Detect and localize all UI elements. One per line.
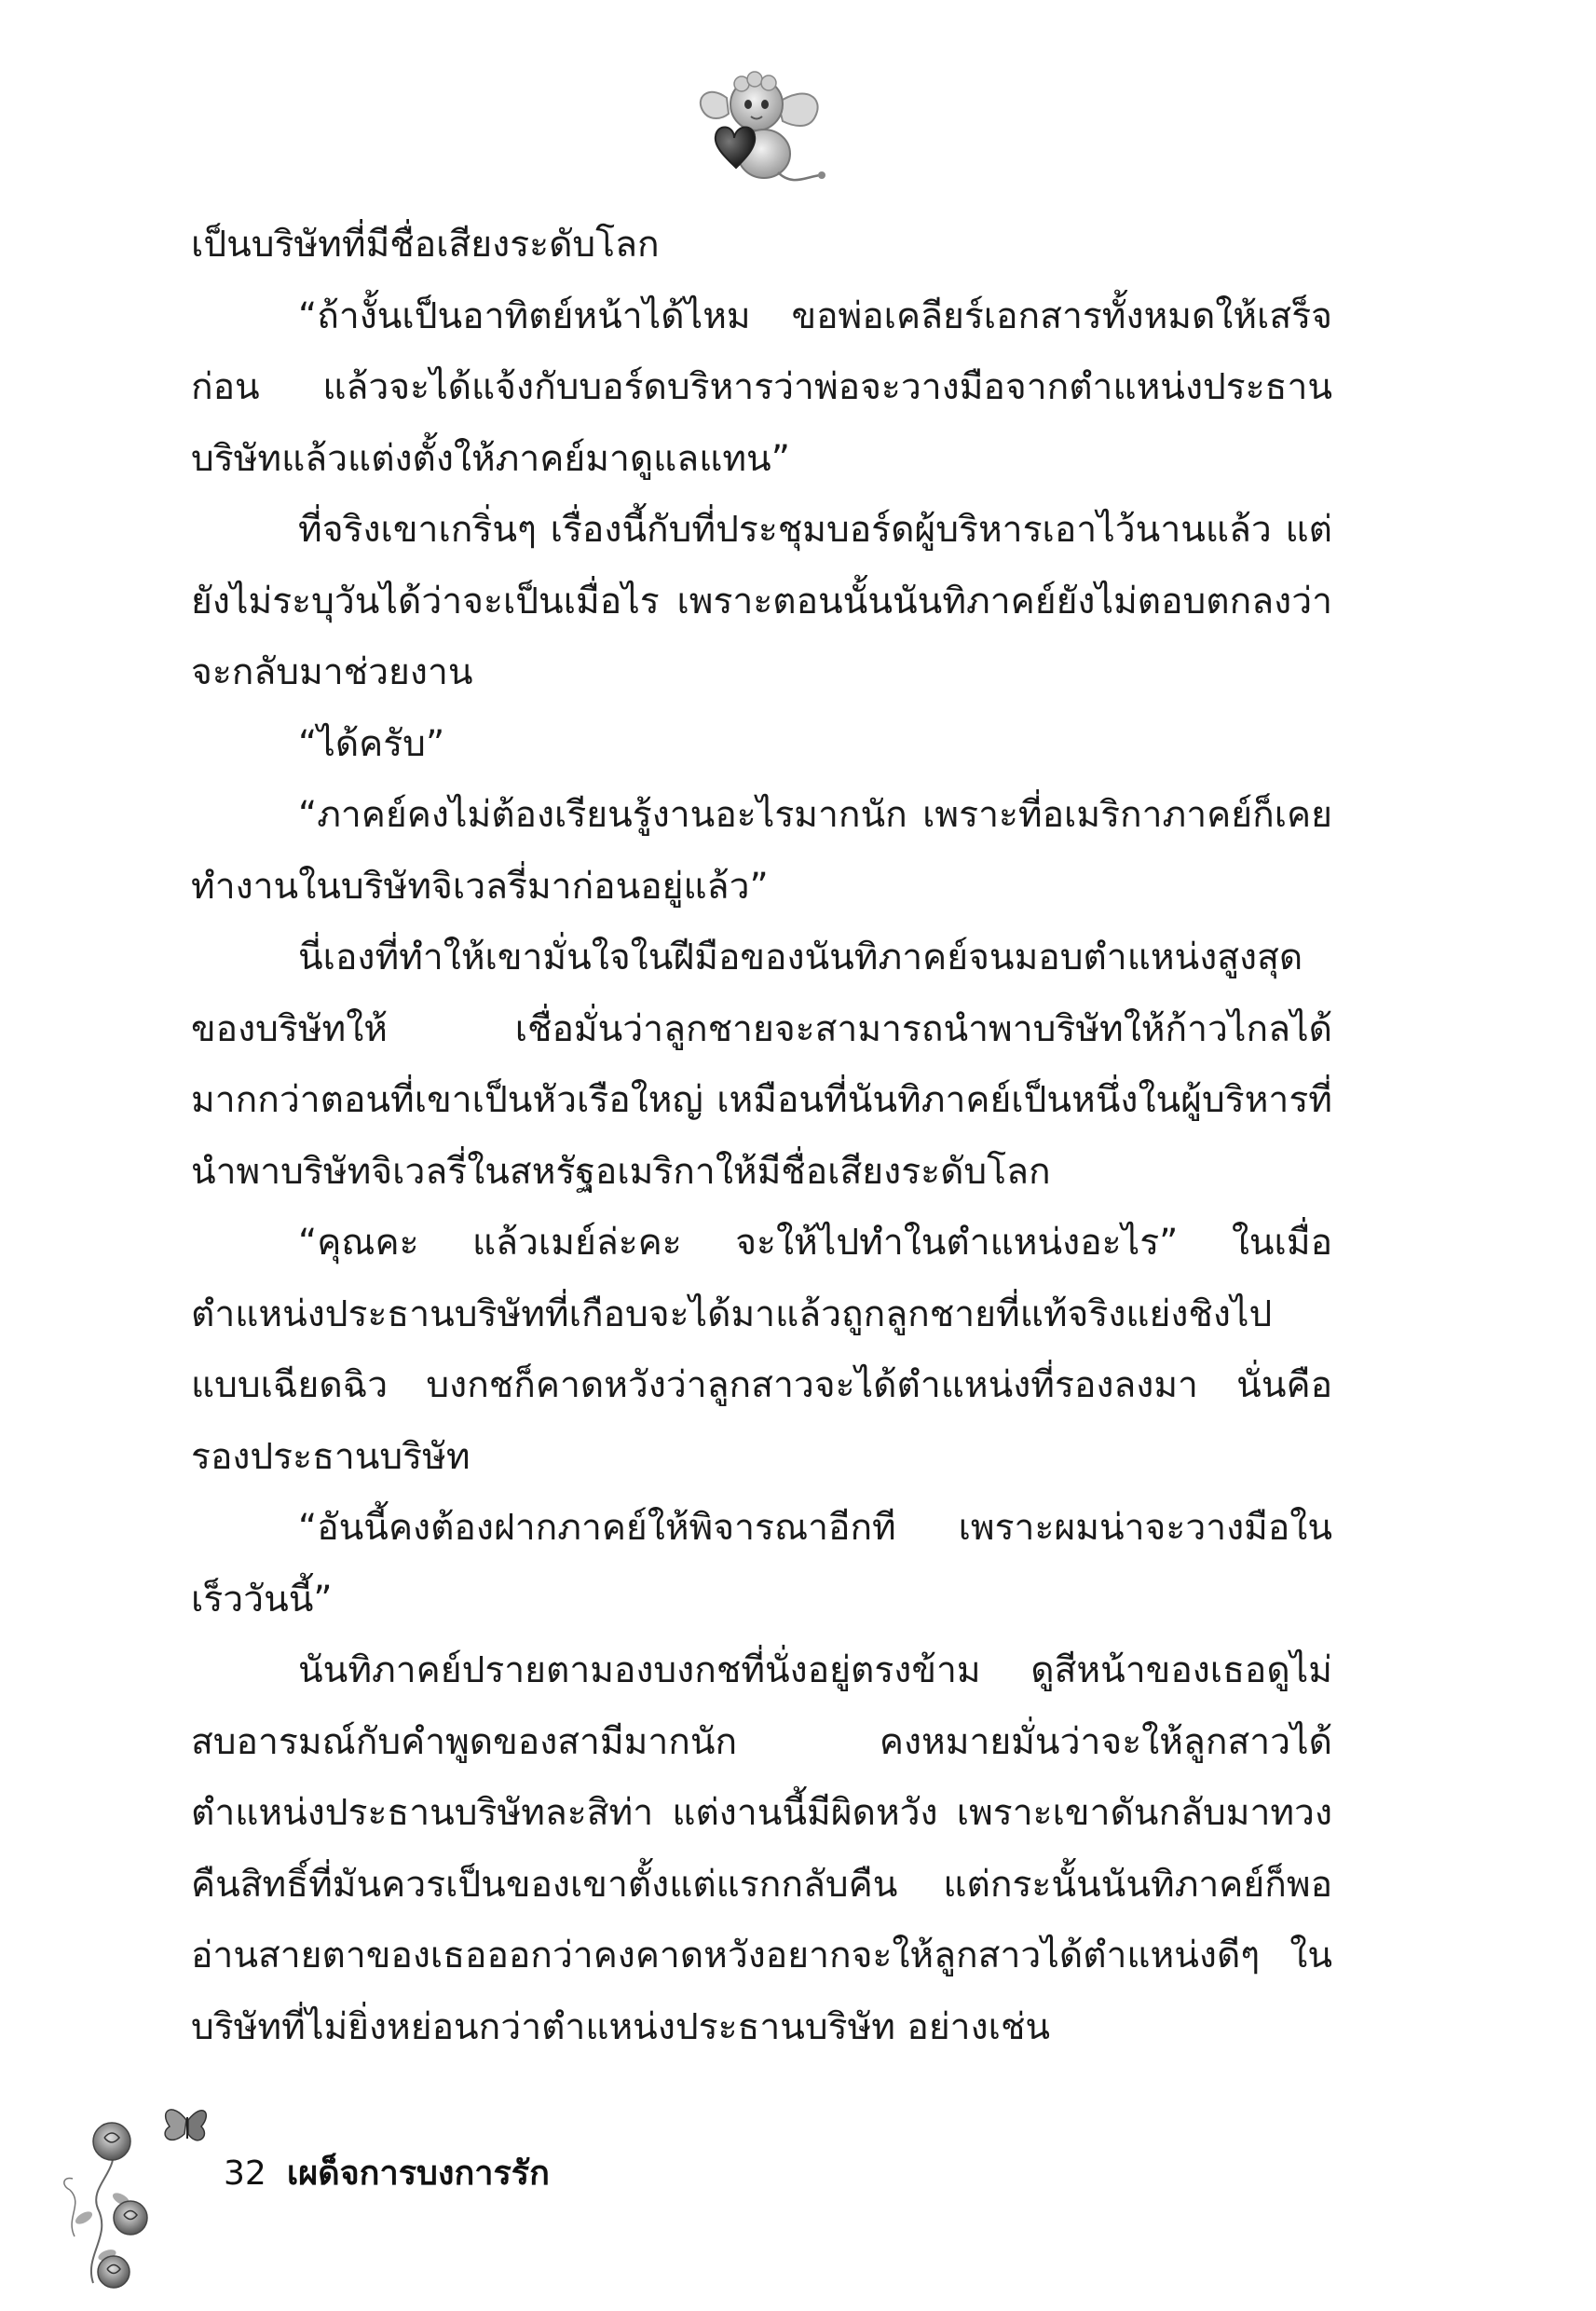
paragraph: “ภาคย์คงไม่ต้องเรียนรู้งานอะไรมากนัก เพราะที่อเมริกาภาคย์ก็เคยทำงานในบริษัทจิเวลรี่มาก่อนอยู่แล้ว” (191, 794, 1332, 908)
paragraph: เป็นบริษัทที่มีชื่อเสียงระดับโลก (191, 224, 660, 266)
paragraph: นันทิภาคย์ปรายตามองบงกชที่นั่งอยู่ตรงข้าม ดูสีหน้าของเธอดูไม่สบอารมณ์กับคำพูดของสามีมากนัก คงหมายมั่นว่าจะให้ลูกสาวได้ตำแหน่งประธานบริษัทละสิท่า แต่งานนี้มีผิดหวัง เพราะเขาดันกลับมาทวงคืนสิทธิ์ที่มันควรเป็นของเขาตั้งแต่แรกกลับคืน แต่กระนั้นนันทิภาคย์ก็พออ่านสายตาของเธอออกว่าคงคาดหวังอยากจะให้ลูกสาวได้ตำแหน่งดีๆ ในบริษัทที่ไม่ยิ่งหย่อนกว่าตำแหน่งประธานบริษัท อย่างเช่น (191, 1649, 1332, 2048)
book-title: เผด็จการบงการรัก (286, 2154, 550, 2193)
paragraph: ที่จริงเขาเกริ่นๆ เรื่องนี้กับที่ประชุมบอร์ดผู้บริหารเอาไว้นานแล้ว แต่ยังไม่ระบุวันได้ว่าจะเป็นเมื่อไร เพราะตอนนั้นนันทิภาคย์ยังไม่ตอบตกลงว่าจะกลับมาช่วยงาน (191, 509, 1332, 693)
paragraph: “ถ้างั้นเป็นอาทิตย์หน้าได้ไหม ขอพ่อเคลียร์เอกสารทั้งหมดให้เสร็จก่อน แล้วจะได้แจ้งกับบอร์ดบริหารว่าพ่อจะวางมือจากตำแหน่งประธานบริษัทแล้วแต่งตั้งให้ภาคย์มาดูแลแทน” (191, 294, 1332, 480)
paragraph: “คุณคะ แล้วเมย์ล่ะคะ จะให้ไปทำในตำแหน่งอะไร” ในเมื่อตำแหน่งประธานบริษัทที่เกือบจะได้มาแล้วถูกลูกชายที่แท้จริงแย่งชิงไปแบบเฉียดฉิว บงกชก็คาดหวังว่าลูกสาวจะได้ตำแหน่งที่รองลงมา นั่นคือรองประธานบริษัท (191, 1222, 1332, 1478)
paragraph: “ได้ครับ” (298, 722, 445, 765)
paragraph: “อันนี้คงต้องฝากภาคย์ให้พิจารณาอีกที เพราะผมน่าจะวางมือในเร็ววันนี้” (191, 1507, 1332, 1620)
paragraph: นี่เองที่ทำให้เขามั่นใจในฝีมือของนันทิภาคย์จนมอบตำแหน่งสูงสุดของบริษัทให้ เชื่อมั่นว่าลูกชายจะสามารถนำพาบริษัทให้ก้าวไกลได้มากกว่าตอนที่เขาเป็นหัวเรือใหญ่ เหมือนที่นันทิภาคย์เป็นหนึ่งในผู้บริหารที่นำพาบริษัทจิเวลรี่ในสหรัฐอเมริกาให้มีชื่อเสียงระดับโลก (191, 937, 1332, 1193)
page-footer (224, 2153, 550, 2195)
body-text (191, 210, 1332, 2063)
roses-butterfly-icon (56, 2097, 214, 2292)
cupid-heart-icon (689, 65, 829, 196)
page-number: 32 (224, 2154, 266, 2193)
